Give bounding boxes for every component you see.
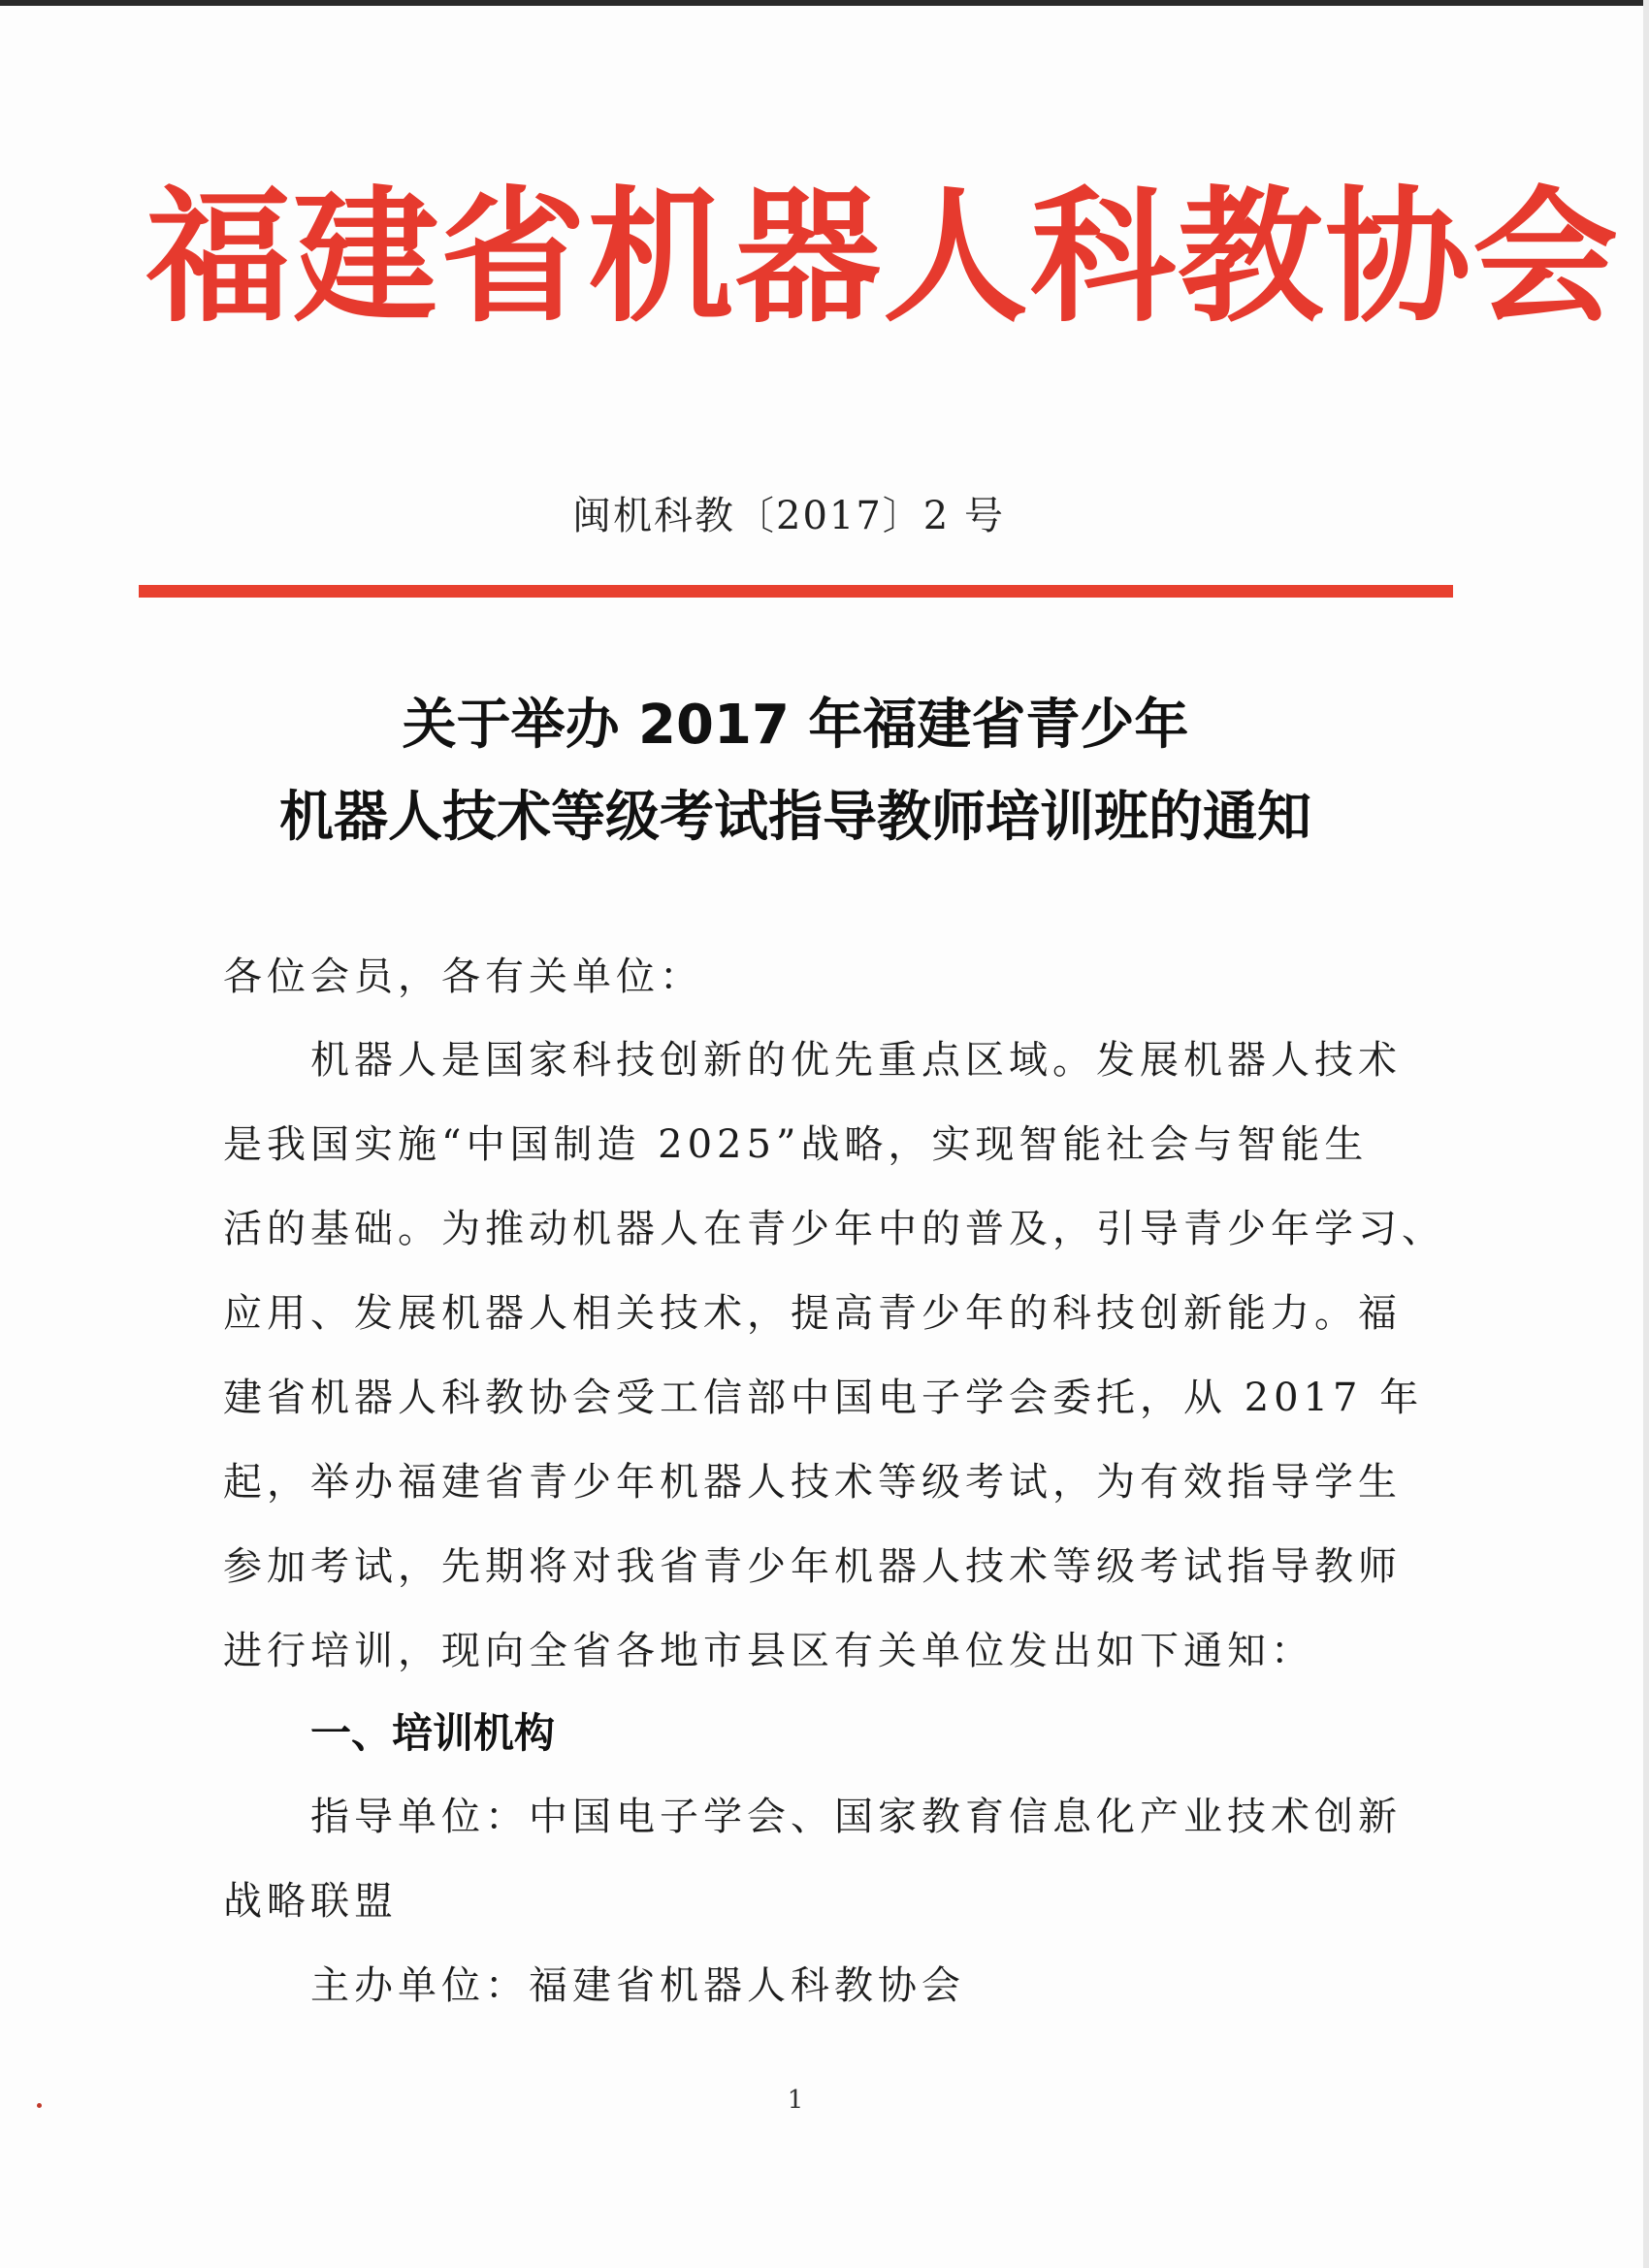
paragraph-line: 起，举办福建省青少年机器人技术等级考试，为有效指导学生 [223,1460,1402,1505]
paragraph-line: 机器人是国家科技创新的优先重点区域。发展机器人技术 [310,1038,1402,1083]
host-unit: 主办单位：福建省机器人科教协会 [310,1963,965,2008]
paragraph-line: 进行培训，现向全省各地市县区有关单位发出如下通知： [223,1629,1314,1673]
scan-border-top [0,0,1649,6]
paragraph-line: 建省机器人科教协会受工信部中国电子学会委托，从 2017 年 [223,1376,1424,1420]
page-number: 1 [787,2086,804,2115]
paragraph-line: 参加考试，先期将对我省青少年机器人技术等级考试指导教师 [223,1544,1402,1589]
guiding-unit-line-2: 战略联盟 [223,1879,398,1924]
title-line-1: 关于举办 2017 年福建省青少年 [402,694,1189,757]
scan-border-right [1643,0,1649,2268]
section-heading-training-institution: 一、培训机构 [310,1709,556,1757]
paragraph-line: 是我国实施“中国制造 2025”战略，实现智能社会与智能生 [223,1122,1369,1167]
letterhead-divider [139,585,1453,598]
scan-speck [37,2103,42,2108]
paragraph-line: 活的基础。为推动机器人在青少年中的普及，引导青少年学习、 [223,1207,1445,1251]
guiding-unit-line-1: 指导单位：中国电子学会、国家教育信息化产业技术创新 [310,1795,1402,1839]
salutation: 各位会员，各有关单位： [223,955,703,999]
title-line-2: 机器人技术等级考试指导教师培训班的通知 [279,786,1311,849]
paragraph-line: 应用、发展机器人相关技术，提高青少年的科技创新能力。福 [223,1291,1402,1336]
letterhead-organization: 福建省机器人科教协会 [146,172,1621,342]
document-number: 闽机科教〔2017〕2 号 [572,494,1005,538]
